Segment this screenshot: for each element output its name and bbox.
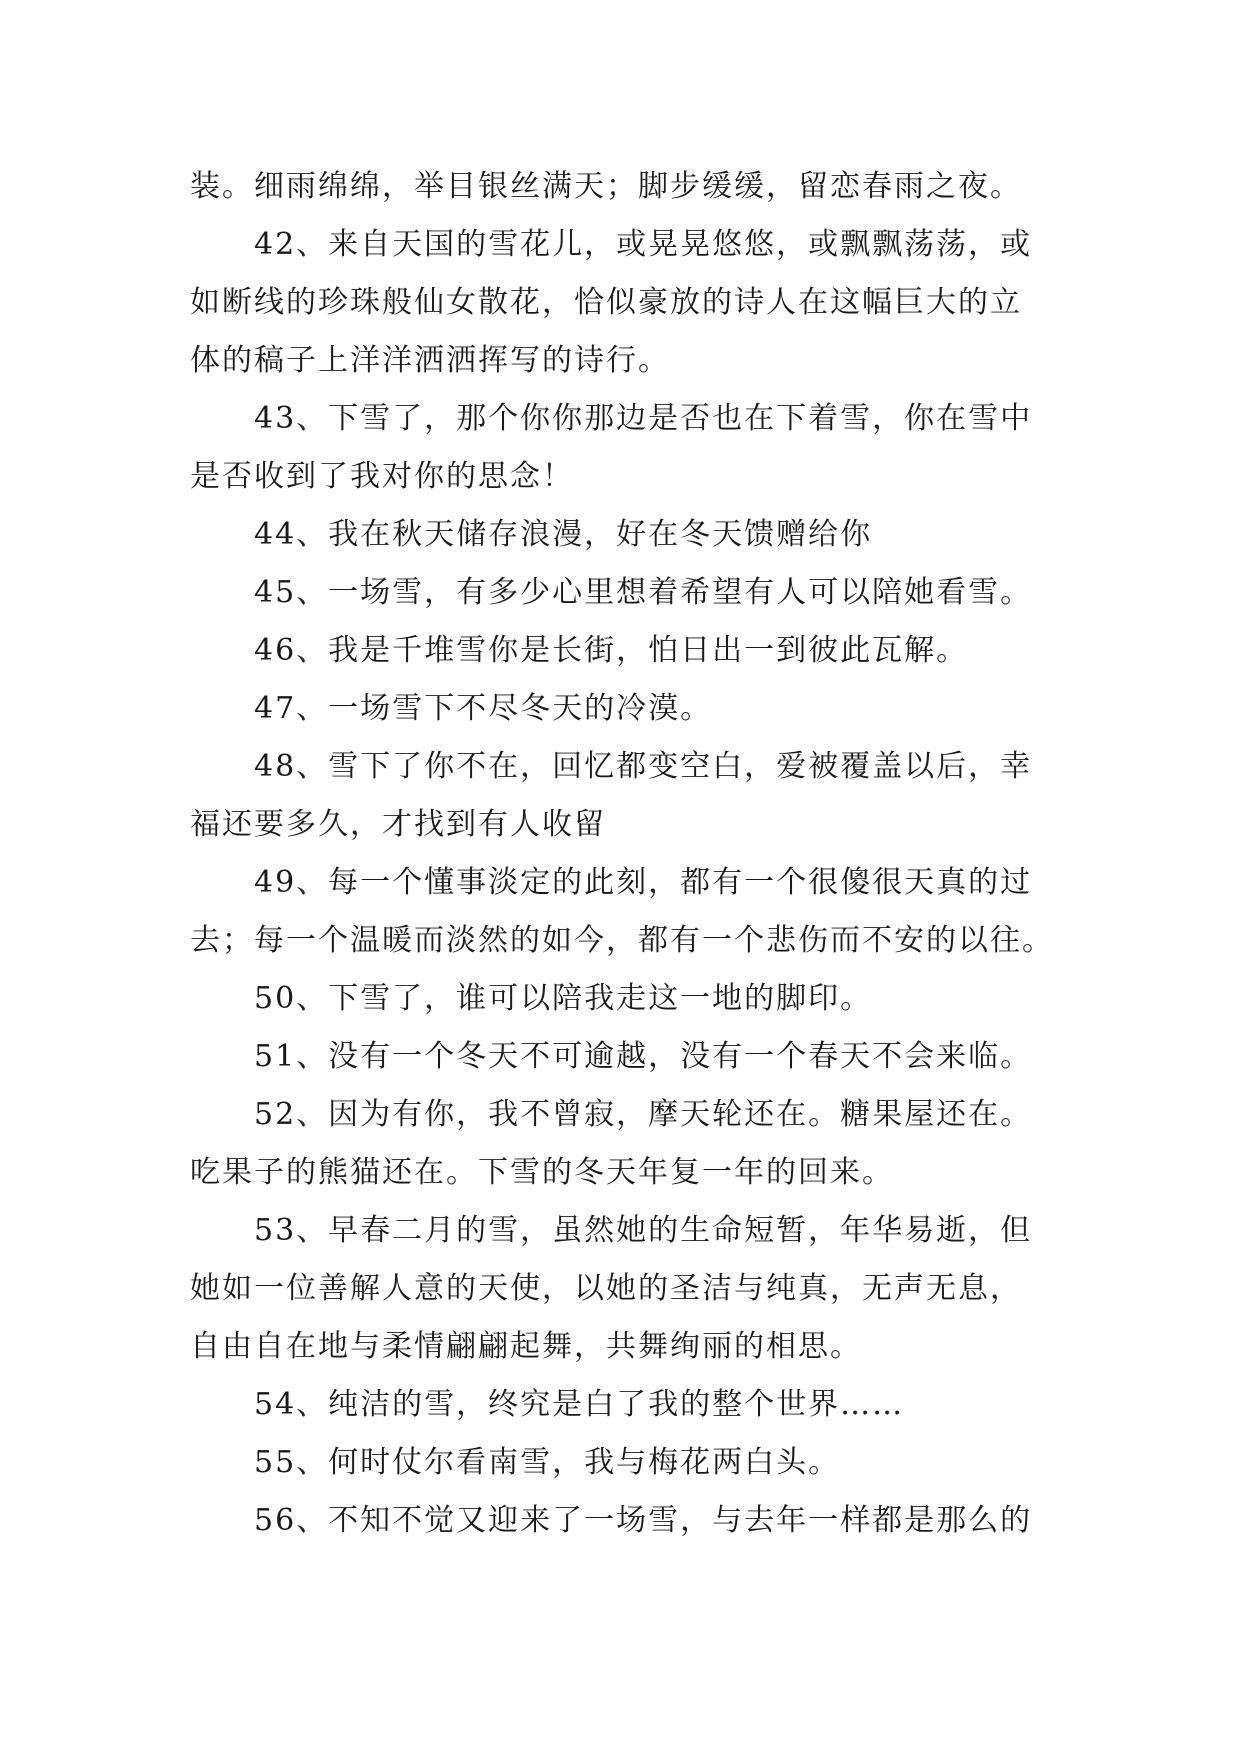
text-line: 自由自在地与柔情翩翩起舞，共舞绚丽的相思。 [190,1329,862,1364]
text-line: 49、每一个懂事淡定的此刻，都有一个很傻很天真的过 [254,865,1033,900]
text-line: 50、下雪了，谁可以陪我走这一地的脚印。 [254,981,873,1016]
text-line: 装。细雨绵绵，举目银丝满天；脚步缓缓，留恋春雨之夜。 [190,169,1022,204]
text-line: 吃果子的熊猫还在。下雪的冬天年复一年的回来。 [190,1155,894,1190]
text-line: 是否收到了我对你的思念！ [190,459,574,494]
text-line: 43、下雪了，那个你你那边是否也在下着雪，你在雪中 [254,401,1033,436]
text-line: 54、纯洁的雪，终究是白了我的整个世界…… [254,1387,905,1422]
text-line: 56、不知不觉又迎来了一场雪，与去年一样都是那么的 [254,1503,1033,1538]
text-line: 她如一位善解人意的天使，以她的圣洁与纯真，无声无息， [190,1271,1022,1306]
text-line: 体的稿子上洋洋洒洒挥写的诗行。 [190,343,670,378]
document-body [190,158,1070,1550]
text-line: 去；每一个温暖而淡然的如今，都有一个悲伤而不安的以往。 [190,923,1054,958]
text-line: 47、一场雪下不尽冬天的冷漠。 [254,691,713,726]
text-line: 42、来自天国的雪花儿，或晃晃悠悠，或飘飘荡荡，或 [254,227,1033,262]
text-line: 如断线的珍珠般仙女散花，恰似豪放的诗人在这幅巨大的立 [190,285,1022,320]
text-line: 48、雪下了你不在，回忆都变空白，爱被覆盖以后，幸 [254,749,1033,784]
text-line: 55、何时仗尔看南雪，我与梅花两白头。 [254,1445,841,1480]
text-line: 46、我是千堆雪你是长街，怕日出一到彼此瓦解。 [254,633,969,668]
text-line: 45、一场雪，有多少心里想着希望有人可以陪她看雪。 [254,575,1033,610]
text-line: 51、没有一个冬天不可逾越，没有一个春天不会来临。 [254,1039,1033,1074]
text-line: 福还要多久，才找到有人收留 [190,807,606,842]
text-line: 53、早春二月的雪，虽然她的生命短暂，年华易逝，但 [254,1213,1033,1248]
text-line: 44、我在秋天储存浪漫，好在冬天馈赠给你 [254,517,873,552]
text-line: 52、因为有你，我不曾寂，摩天轮还在。糖果屋还在。 [254,1097,1033,1132]
